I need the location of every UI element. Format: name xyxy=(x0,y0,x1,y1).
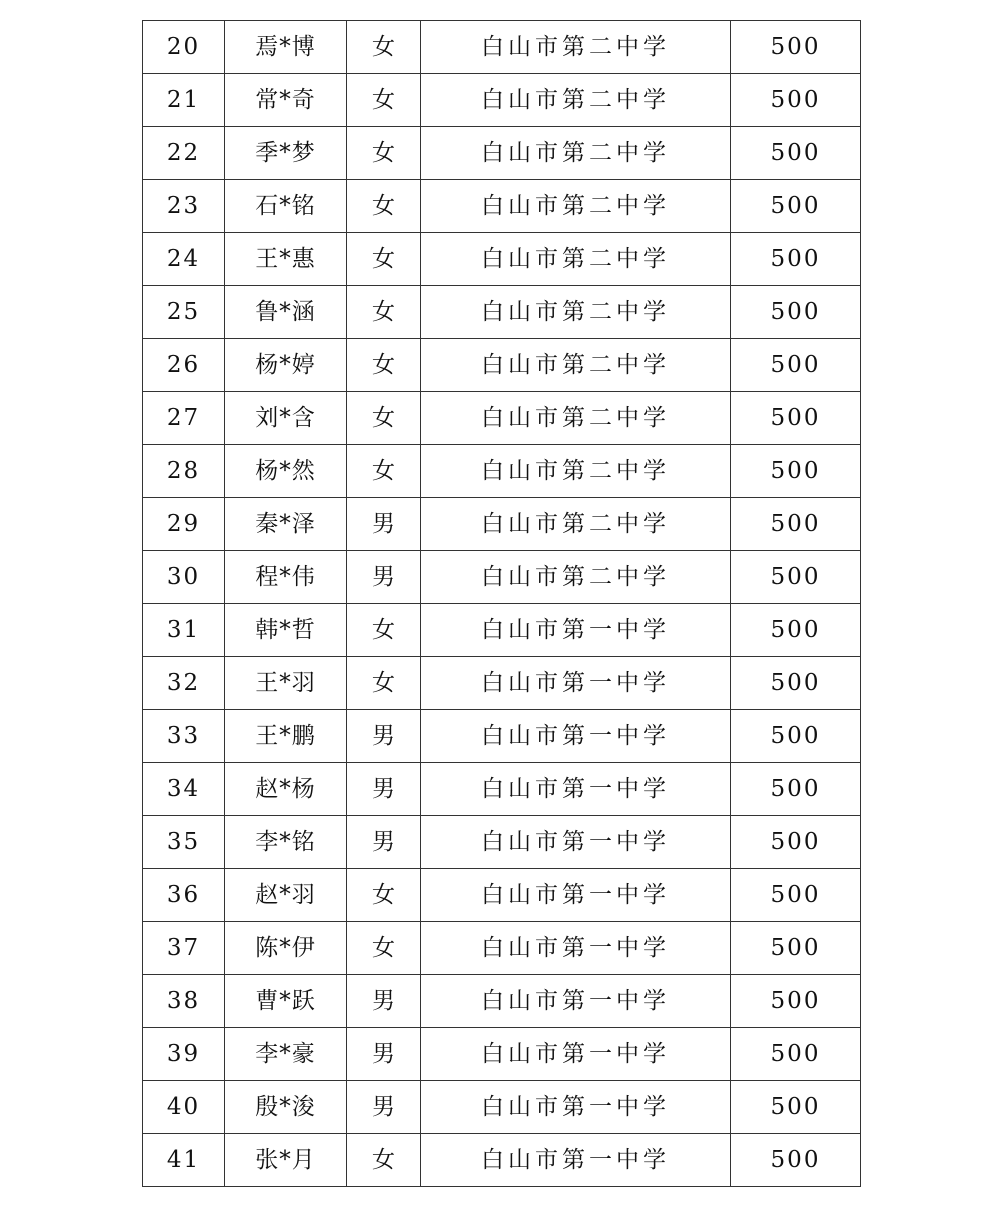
row-number: 36 xyxy=(143,869,225,922)
student-gender: 女 xyxy=(347,445,421,498)
row-number: 39 xyxy=(143,1028,225,1081)
table-row xyxy=(143,604,861,657)
amount: 500 xyxy=(731,816,861,869)
school-name: 白山市第一中学 xyxy=(421,816,731,869)
student-gender: 男 xyxy=(347,975,421,1028)
student-name: 杨*婷 xyxy=(225,339,347,392)
table-row xyxy=(143,339,861,392)
student-name: 常*奇 xyxy=(225,74,347,127)
table-row xyxy=(143,127,861,180)
student-name: 杨*然 xyxy=(225,445,347,498)
student-name: 鲁*涵 xyxy=(225,286,347,339)
row-number: 20 xyxy=(143,21,225,74)
student-name: 王*鹏 xyxy=(225,710,347,763)
table-row xyxy=(143,710,861,763)
table-row xyxy=(143,1134,861,1187)
school-name: 白山市第二中学 xyxy=(421,127,731,180)
amount: 500 xyxy=(731,180,861,233)
row-number: 38 xyxy=(143,975,225,1028)
amount: 500 xyxy=(731,1134,861,1187)
student-name: 李*豪 xyxy=(225,1028,347,1081)
amount: 500 xyxy=(731,74,861,127)
amount: 500 xyxy=(731,1081,861,1134)
amount: 500 xyxy=(731,604,861,657)
table-row xyxy=(143,869,861,922)
table-row xyxy=(143,286,861,339)
row-number: 25 xyxy=(143,286,225,339)
student-gender: 男 xyxy=(347,1028,421,1081)
student-name: 殷*浚 xyxy=(225,1081,347,1134)
student-name: 王*惠 xyxy=(225,233,347,286)
student-gender: 男 xyxy=(347,498,421,551)
amount: 500 xyxy=(731,286,861,339)
row-number: 35 xyxy=(143,816,225,869)
row-number: 22 xyxy=(143,127,225,180)
student-gender: 女 xyxy=(347,1134,421,1187)
student-gender: 女 xyxy=(347,233,421,286)
amount: 500 xyxy=(731,763,861,816)
amount: 500 xyxy=(731,710,861,763)
table-row xyxy=(143,1028,861,1081)
student-gender: 女 xyxy=(347,869,421,922)
student-name: 赵*羽 xyxy=(225,869,347,922)
row-number: 33 xyxy=(143,710,225,763)
table-row xyxy=(143,975,861,1028)
student-gender: 男 xyxy=(347,710,421,763)
table-row xyxy=(143,233,861,286)
school-name: 白山市第二中学 xyxy=(421,21,731,74)
row-number: 24 xyxy=(143,233,225,286)
student-name: 韩*哲 xyxy=(225,604,347,657)
school-name: 白山市第一中学 xyxy=(421,975,731,1028)
school-name: 白山市第一中学 xyxy=(421,763,731,816)
student-name: 秦*泽 xyxy=(225,498,347,551)
table-row xyxy=(143,763,861,816)
school-name: 白山市第二中学 xyxy=(421,74,731,127)
school-name: 白山市第二中学 xyxy=(421,498,731,551)
school-name: 白山市第一中学 xyxy=(421,1081,731,1134)
school-name: 白山市第一中学 xyxy=(421,922,731,975)
row-number: 31 xyxy=(143,604,225,657)
row-number: 30 xyxy=(143,551,225,604)
row-number: 21 xyxy=(143,74,225,127)
amount: 500 xyxy=(731,975,861,1028)
student-roster-table xyxy=(142,20,861,1187)
student-name: 赵*杨 xyxy=(225,763,347,816)
amount: 500 xyxy=(731,498,861,551)
student-gender: 女 xyxy=(347,922,421,975)
amount: 500 xyxy=(731,551,861,604)
school-name: 白山市第二中学 xyxy=(421,551,731,604)
student-gender: 女 xyxy=(347,74,421,127)
student-name: 王*羽 xyxy=(225,657,347,710)
student-gender: 女 xyxy=(347,657,421,710)
school-name: 白山市第二中学 xyxy=(421,339,731,392)
student-gender: 女 xyxy=(347,392,421,445)
row-number: 34 xyxy=(143,763,225,816)
amount: 500 xyxy=(731,869,861,922)
student-name: 张*月 xyxy=(225,1134,347,1187)
student-gender: 女 xyxy=(347,127,421,180)
amount: 500 xyxy=(731,445,861,498)
student-name: 曹*跃 xyxy=(225,975,347,1028)
table-row xyxy=(143,498,861,551)
table-row xyxy=(143,816,861,869)
amount: 500 xyxy=(731,1028,861,1081)
table-row xyxy=(143,74,861,127)
school-name: 白山市第二中学 xyxy=(421,233,731,286)
student-gender: 女 xyxy=(347,604,421,657)
table-row xyxy=(143,1081,861,1134)
school-name: 白山市第一中学 xyxy=(421,657,731,710)
amount: 500 xyxy=(731,657,861,710)
row-number: 27 xyxy=(143,392,225,445)
table-row xyxy=(143,180,861,233)
amount: 500 xyxy=(731,21,861,74)
school-name: 白山市第一中学 xyxy=(421,869,731,922)
row-number: 28 xyxy=(143,445,225,498)
student-gender: 女 xyxy=(347,286,421,339)
row-number: 40 xyxy=(143,1081,225,1134)
row-number: 32 xyxy=(143,657,225,710)
student-gender: 男 xyxy=(347,816,421,869)
student-name: 刘*含 xyxy=(225,392,347,445)
school-name: 白山市第一中学 xyxy=(421,604,731,657)
student-gender: 女 xyxy=(347,21,421,74)
amount: 500 xyxy=(731,922,861,975)
school-name: 白山市第二中学 xyxy=(421,180,731,233)
table-row xyxy=(143,657,861,710)
school-name: 白山市第一中学 xyxy=(421,1028,731,1081)
school-name: 白山市第二中学 xyxy=(421,445,731,498)
student-name: 季*梦 xyxy=(225,127,347,180)
roster-body xyxy=(143,21,861,1187)
row-number: 37 xyxy=(143,922,225,975)
student-gender: 男 xyxy=(347,1081,421,1134)
table-row xyxy=(143,21,861,74)
student-name: 石*铭 xyxy=(225,180,347,233)
student-name: 陈*伊 xyxy=(225,922,347,975)
student-name: 焉*博 xyxy=(225,21,347,74)
student-gender: 男 xyxy=(347,551,421,604)
row-number: 26 xyxy=(143,339,225,392)
student-gender: 男 xyxy=(347,763,421,816)
student-gender: 女 xyxy=(347,180,421,233)
student-gender: 女 xyxy=(347,339,421,392)
row-number: 29 xyxy=(143,498,225,551)
amount: 500 xyxy=(731,127,861,180)
row-number: 23 xyxy=(143,180,225,233)
student-name: 程*伟 xyxy=(225,551,347,604)
amount: 500 xyxy=(731,339,861,392)
row-number: 41 xyxy=(143,1134,225,1187)
school-name: 白山市第一中学 xyxy=(421,1134,731,1187)
table-row xyxy=(143,922,861,975)
student-name: 李*铭 xyxy=(225,816,347,869)
school-name: 白山市第二中学 xyxy=(421,286,731,339)
table-row xyxy=(143,551,861,604)
table-row xyxy=(143,445,861,498)
school-name: 白山市第二中学 xyxy=(421,392,731,445)
amount: 500 xyxy=(731,392,861,445)
amount: 500 xyxy=(731,233,861,286)
school-name: 白山市第一中学 xyxy=(421,710,731,763)
table-row xyxy=(143,392,861,445)
